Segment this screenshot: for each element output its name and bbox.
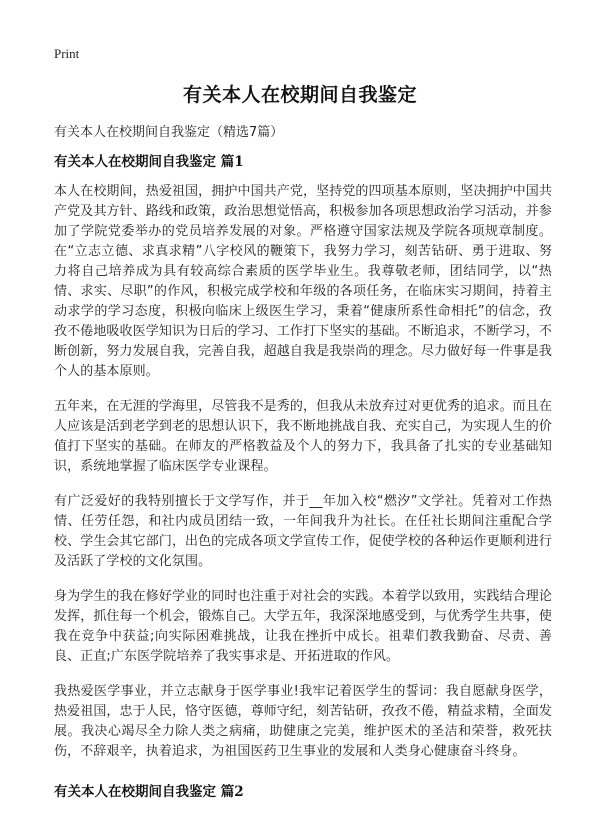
section-heading-1: 有关本人在校期间自我鉴定 篇1 — [54, 154, 244, 170]
section-heading-2: 有关本人在校期间自我鉴定 篇2 — [54, 784, 244, 800]
document-body — [54, 150, 552, 812]
print-link[interactable]: Print — [54, 46, 80, 61]
paragraph: 五年来，在无涯的学海里，尽管我不是秀的，但我从未放弃过对更优秀的追求。而且在人应该是活到老学到老的思想认识下，我不断地挑战自我、充实自己，为实现人生的价值打下坚实的基础。在师友的严格教益及个人的努力下，我具备了扎实的专业基础知识，系统地掌握了临床医学专业课程。 — [54, 399, 552, 474]
paragraph: 我热爱医学事业，并立志献身于医学事业!我牢记着医学生的誓词：我自愿献身医学，热爱祖国，忠于人民，恪守医德，尊师守纪，刻苦钻研，孜孜不倦，精益求精，全面发展。我决心竭尽全力除人类之病痛，助健康之完美，维护医术的圣洁和荣誉，救死扶伤，不辞艰辛，执着追求，为祖国医药卫生事业的发展和人类身心健康奋斗终身。 — [54, 684, 552, 759]
paragraph: 身为学生的我在修好学业的同时也注重于对社会的实践。本着学以致用，实践结合理论发挥，抓住每一个机会，锻炼自己。大学五年，我深深地感受到，与优秀学生共事，使我在竞争中获益;向实际困难挑战，让我在挫折中成长。祖辈们教我勤奋、尽责、善良、正直;广东医学院培养了我实事求是、开拓进取的作风。 — [54, 589, 552, 664]
document-subtitle: 有关本人在校期间自我鉴定（精选7篇） — [54, 125, 284, 140]
paragraph: 有广泛爱好的我特别擅长于文学写作，并于__年加入校“燃汐”文学社。凭着对工作热情、任劳任怨，和社内成员团结一致，一年间我升为社长。在任社长期间注重配合学校、学生会其它部门，出色的完成各项文学宣传工作，促使学校的各种运作更顺利进行及活跃了学校的文化氛围。 — [54, 494, 552, 569]
page-title: 有关本人在校期间自我鉴定 — [182, 84, 417, 106]
paragraph: 本人在校期间，热爱祖国，拥护中国共产党，坚持党的四项基本原则，坚决拥护中国共产党及其方针、路线和政策，政治思想觉悟高，积极参加各项思想政治学习活动，并参加了学院党委举办的党员培养发展的对象。严格遵守国家法规及学院各项规章制度。在“立志立德、求真求精”八字校风的鞭策下，我努力学习，刻苦钻研、勇于进取、努力将自己培养成为具有较高综合素质的医学毕业生。我尊敬老师，团结同学，以“热情、求实、尽职”的作风，积极完成学校和年级的各项任务，在临床实习期间，持着主动求学的学习态度，积极向临床上级医生学习，秉着“健康所系性命相托”的信念，孜孜不倦地吸收医学知识为日后的学习、工作打下坚实的基础。不断追求，不断学习，不断创新，努力发展自我，完善自我，超越自我是我崇尚的理念。尽力做好每一件事是我个人的基本原则。 — [54, 184, 552, 379]
